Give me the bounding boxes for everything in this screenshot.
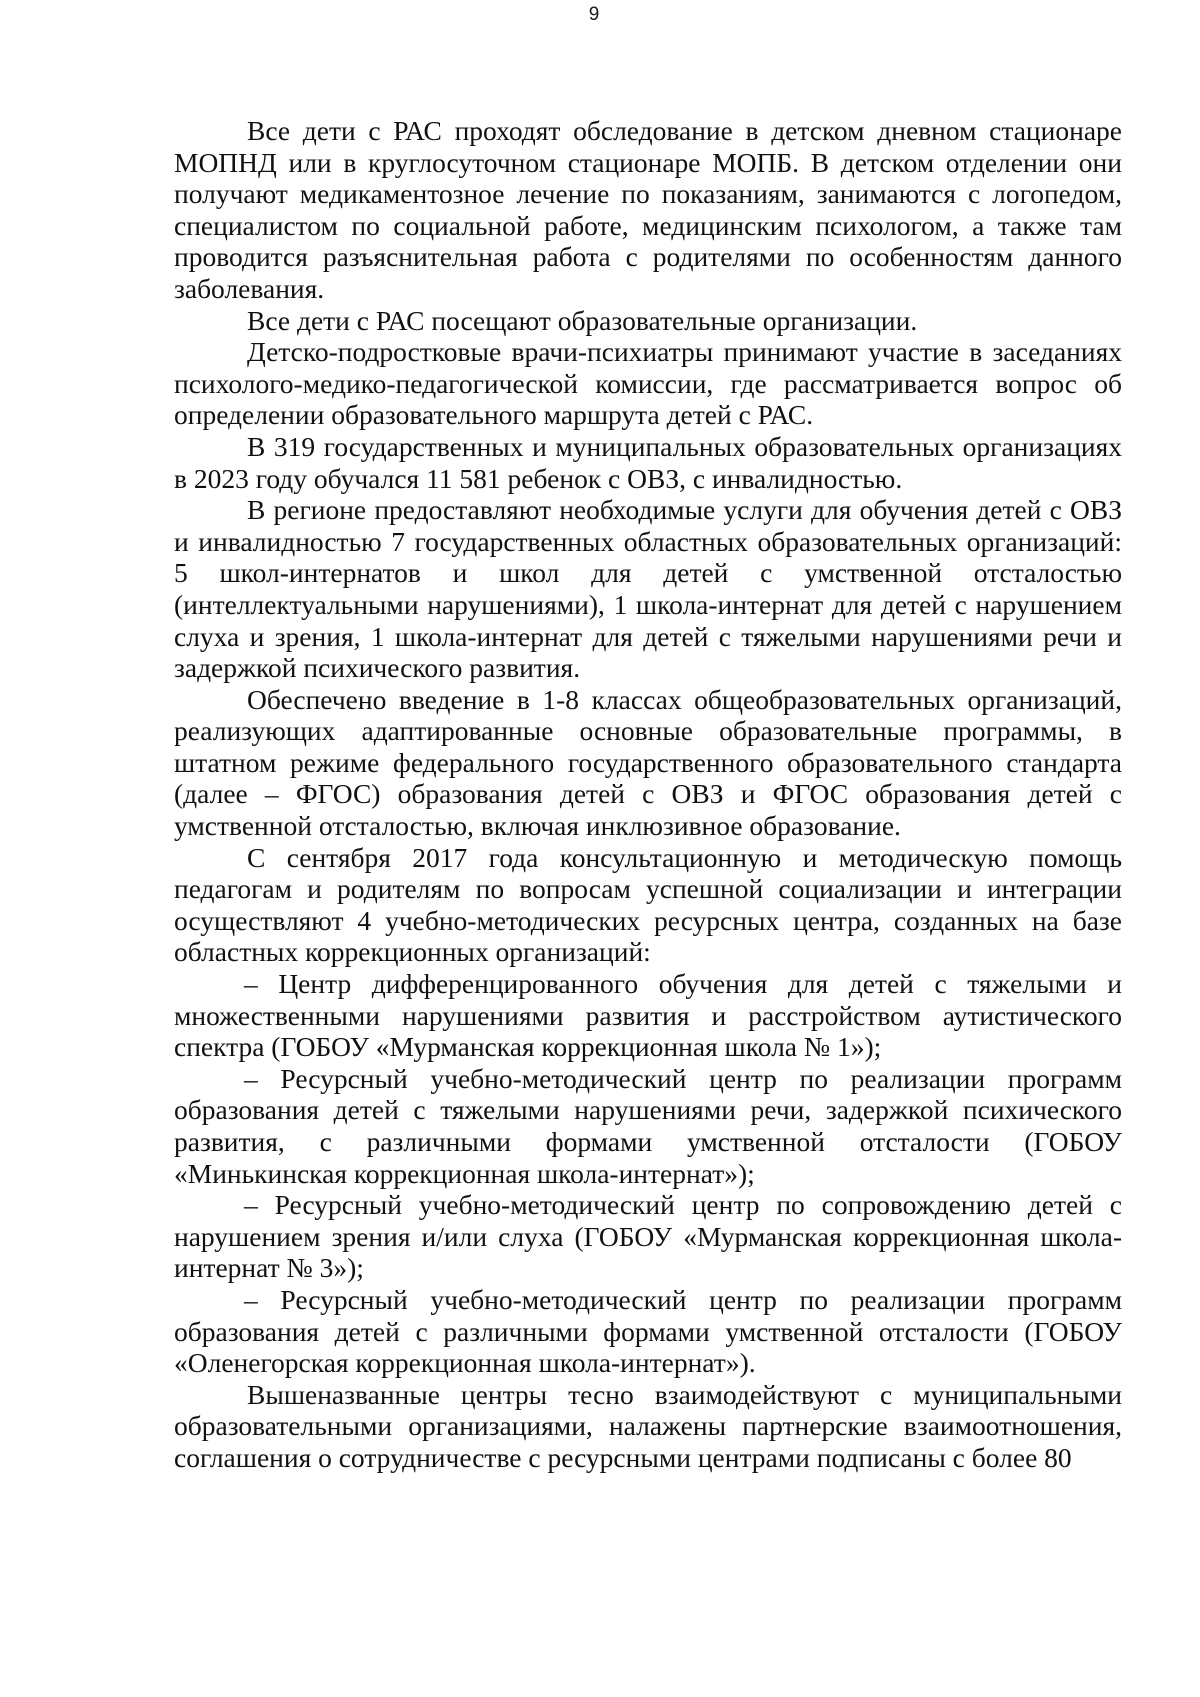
paragraph-resource-centers: С сентября 2017 года консультационную и методическую помощь педагогам и родителям по вопросам успешной социализации и интеграции осуществляют 4 учебно-методических ресурсных центра, созданных на базе областных коррекционных организаций:	[174, 841, 1122, 968]
list-item: – Ресурсный учебно-методический центр по реализации программ образования детей с различными формами умственной отсталости (ГОБОУ «Оленегорская коррекционная школа-интернат»).	[174, 1283, 1122, 1379]
paragraph-centers-cooperation: Вышеназванные центры тесно взаимодействуют с муниципальными образовательными организациями, налажены партнерские взаимоотношения, соглашения о сотрудничестве с ресурсными центрами подписаны с более 80	[174, 1378, 1122, 1473]
paragraph-ras-examination: Все дети с РАС проходят обследование в детском дневном стационаре МОПНД или в круглосуточном стационаре МОПБ. В детском отделении они получают медикаментозное лечение по показаниям, занимаются с логопедом, специалистом по социальной работе, медицинским психологом, а также там проводится разъяснительная работа с родителями по особенностям данного заболевания.	[174, 115, 1122, 304]
paragraph-ras-attendance: Все дети с РАС посещают образовательные организации.	[247, 304, 918, 336]
page-number: 9	[588, 4, 600, 25]
paragraph-fgos-introduction: Обеспечено введение в 1-8 классах общеобразовательных организаций, реализующих адаптированные основные образовательные программы, в штатном режиме федерального государственного образовательного стандарта (далее – ФГОС) образования детей с ОВЗ и ФГОС образования детей с умственной отсталостью, включая инклюзивное образование.	[174, 683, 1122, 842]
paragraph-psychiatrists: Детско-подростковые врачи-психиатры принимают участие в заседаниях психолого-медико-педагогической комиссии, где рассматривается вопрос об определении образовательного маршрута детей с РАС.	[174, 336, 1122, 431]
paragraph-regional-services: В регионе предоставляют необходимые услуги для обучения детей с ОВЗ и инвалидностью 7 государственных областных образовательных организаций: 5 школ-интернатов и школ для детей с умственной отсталостью (интеллектуальными нарушениями), 1 школа-интернат для детей с нарушением слуха и зрения, 1 школа-интернат для детей с тяжелыми нарушениями речи и задержкой психического развития.	[174, 494, 1122, 684]
list-item: – Ресурсный учебно-методический центр по сопровождению детей с нарушением зрения и/или слуха (ГОБОУ «Мурманская коррекционная школа-интернат № 3»);	[174, 1189, 1122, 1284]
list-item: – Центр дифференцированного обучения для детей с тяжелыми и множественными нарушениями развития и расстройством аутистического спектра (ГОБОУ «Мурманская коррекционная школа № 1»);	[174, 968, 1122, 1063]
list-item: – Ресурсный учебно-методический центр по реализации программ образования детей с тяжелыми нарушениями речи, задержкой психического развития, с различными формами умственной отсталости (ГОБОУ «Минькинская коррекционная школа-интернат»);	[174, 1062, 1122, 1189]
document-body	[174, 115, 1122, 1474]
paragraph-organizations-count: В 319 государственных и муниципальных образовательных организациях в 2023 году обучался 11 581 ребенок с ОВЗ, с инвалидностью.	[174, 430, 1122, 494]
